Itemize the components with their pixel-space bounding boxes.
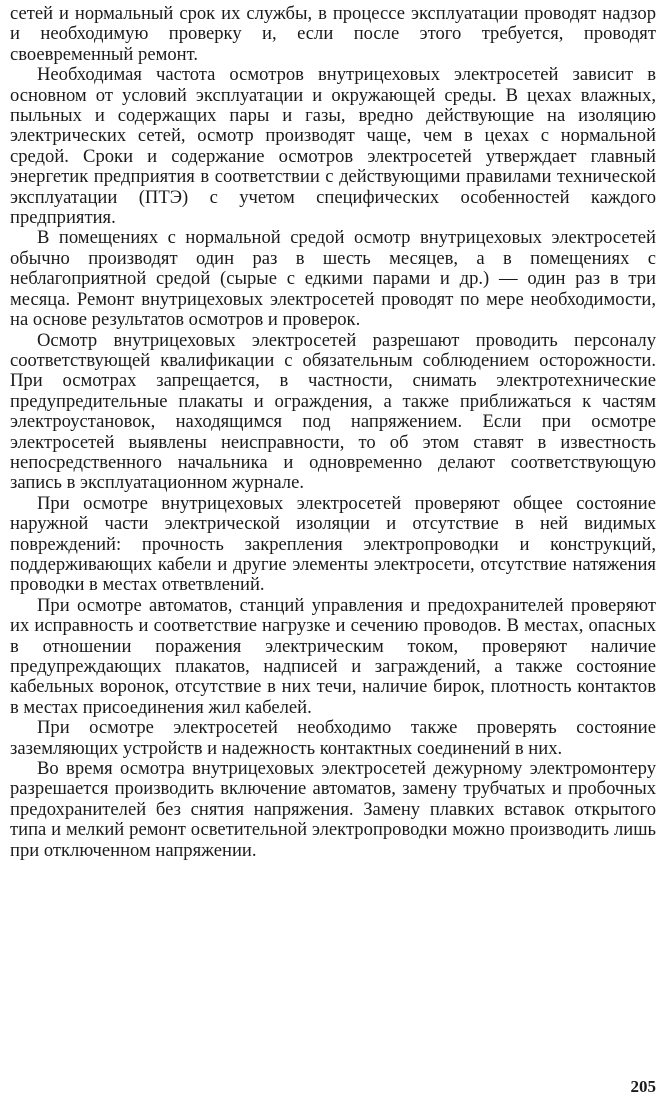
paragraph-breakers-check: При осмотре автоматов, станций управления и предохранителей проверяют их исправность и соответствие нагрузке и сечению проводов. В местах, опасных в отношении поражения электрическим током, проверяют наличие предупреждающих плакатов, надписей и заграждений, а также состояние кабельных воронок, отсутствие в них течи, наличие бирок, плотность контактов в местах присоединения жил кабелей. (10, 594, 656, 718)
paragraph-inspection-schedule: В помещениях с нормальной средой осмотр внутрицеховых электросетей обычно производят один раз в шесть месяцев, а в помещениях с неблагоприятной средой (сырые с едкими парами и др.) — один раз в три месяца. Ремонт внутрицеховых электросетей проводят по мере необходимости, на основе результатов осмотров и проверок. (10, 227, 656, 331)
page-number: 205 (630, 1077, 656, 1096)
paragraph-insulation-check: При осмотре внутрицеховых электросетей проверяют общее состояние наружной части электрической изоляции и отсутствие в ней видимых повреждений: прочность закрепления электропроводки и конструкций, поддерживающих кабели и другие элементы электросети, отсутствие натяжения проводки в местах ответвлений. (10, 492, 656, 596)
paragraph-inspection-frequency: Необходимая частота осмотров внутрицеховых электросетей зависит в основном от условий эксплуатации и окружающей среды. В цехах влажных, пыльных и содержащих пары и газы, вредно действующие на изоляцию электрических сетей, осмотр производят чаще, чем в цехах с нормальной средой. Сроки и содержание осмотров электросетей утверждает главный энергетик предприятия в соответствии с действующими правилами технической эксплуатации (ПТЭ) с учетом специфических особенностей каждого предприятия. (10, 64, 656, 229)
page-body (10, 4, 656, 861)
paragraph-continuation: сетей и нормальный срок их службы, в процессе эксплуатации проводят надзор и необходимую проверку и, если после этого требуется, проводят своевременный ремонт. (10, 3, 656, 65)
paragraph-inspection-personnel: Осмотр внутрицеховых электросетей разрешают проводить персоналу соответствующей квалификации с обязательным соблюдением осторожности. При осмотрах запрещается, в частности, снимать электротехнические предупредительные плакаты и ограждения, а также приближаться к частям электроустановок, находящимся под напряжением. Если при осмотре электросетей выявлены неисправности, то об этом ставят в известность непосредственного начальника и одновременно делают соответствующую запись в эксплуатационном журнале. (10, 329, 656, 494)
paragraph-grounding-check: При осмотре электросетей необходимо также проверять состояние заземляющих устройств и надежность контактных соединений в них. (10, 717, 656, 759)
paragraph-electrician-permissions: Во время осмотра внутрицеховых электросетей дежурному электромонтеру разрешается производить включение автоматов, замену трубчатых и пробочных предохранителей без снятия напряжения. Замену плавких вставок открытого типа и мелкий ремонт осветительной электропроводки можно производить лишь при отключенном напряжении. (10, 758, 656, 861)
